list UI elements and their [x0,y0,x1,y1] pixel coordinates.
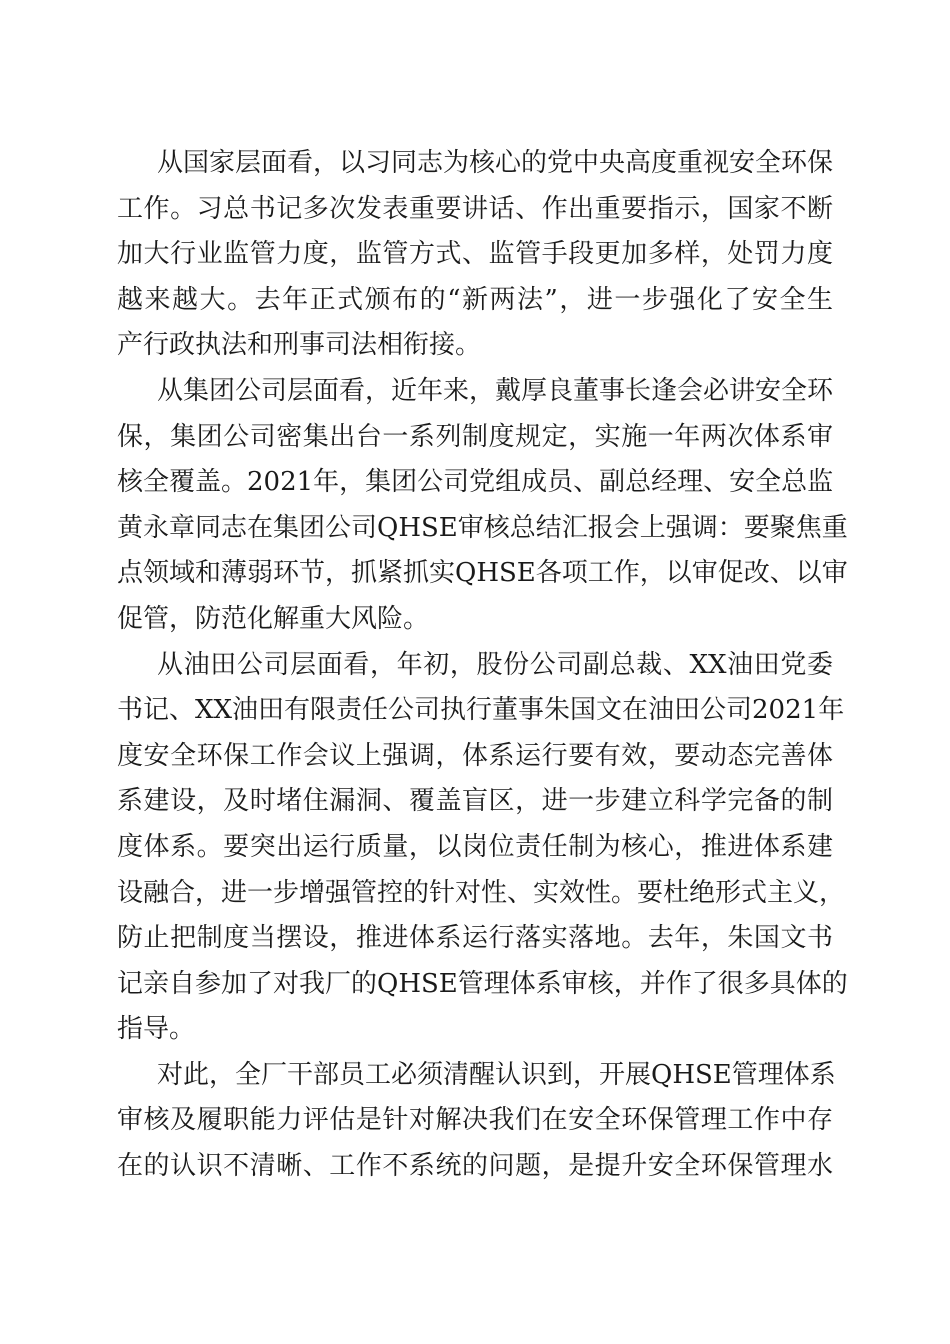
text-line: 核全覆盖。2021年，集团公司党组成员、副总经理、安全总监 [117,467,834,498]
text-line: 从国家层面看，以习同志为核心的党中央高度重视安全环保 [157,148,834,178]
paragraph-oilfield-level [117,643,848,1053]
text-line: 在的认识不清晰、工作不系统的问题，是提升安全环保管理水 [117,1151,833,1182]
text-line: 黄永章同志在集团公司QHSE审核总结汇报会上强调：要聚焦重 [117,512,848,543]
paragraph-national-level [117,141,833,369]
text-line: 度安全环保工作会议上强调，体系运行要有效，要动态完善体 [117,740,833,771]
text-line: 加大行业监管力度，监管方式、监管手段更加多样，处罚力度 [117,239,833,270]
text-line: 系建设，及时堵住漏洞、覆盖盲区，进一步建立科学完备的制 [117,786,833,817]
text-line: 点领域和薄弱环节，抓紧抓实QHSE各项工作，以审促改、以审 [117,558,848,589]
text-line: 从油田公司层面看，年初，股份公司副总裁、XX油田党委 [157,649,833,680]
text-line: 度体系。要突出运行质量，以岗位责任制为核心，推进体系建 [117,831,833,862]
text-line: 设融合，进一步增强管控的针对性、实效性。要杜绝形式主义， [117,877,846,908]
paragraph-group-level [117,369,848,643]
text-line: 产行政执法和刑事司法相衔接。 [117,330,482,361]
document-body [117,141,848,1190]
text-line: 指导。 [117,1014,196,1045]
text-line: 防止把制度当摆设，推进体系运行落实落地。去年，朱国文书 [117,923,833,954]
paragraph-conclusion [117,1053,836,1190]
text-line: 审核及履职能力评估是针对解决我们在安全环保管理工作中存 [117,1105,833,1136]
text-line: 对此，全厂干部员工必须清醒认识到，开展QHSE管理体系 [157,1059,836,1090]
text-line: 记亲自参加了对我厂的QHSE管理体系审核，并作了很多具体的 [117,968,848,999]
text-line: 书记、XX油田有限责任公司执行董事朱国文在油田公司2021年 [117,695,845,726]
text-line: 工作。习总书记多次发表重要讲话、作出重要指示，国家不断 [117,193,833,224]
text-line: 促管，防范化解重大风险。 [117,603,430,634]
text-line: 保，集团公司密集出台一系列制度规定，实施一年两次体系审 [117,421,833,452]
text-line: 从集团公司层面看，近年来，戴厚良董事长逢会必讲安全环 [157,375,834,406]
text-line: 越来越大。去年正式颁布的“新两法”，进一步强化了安全生 [117,284,833,315]
